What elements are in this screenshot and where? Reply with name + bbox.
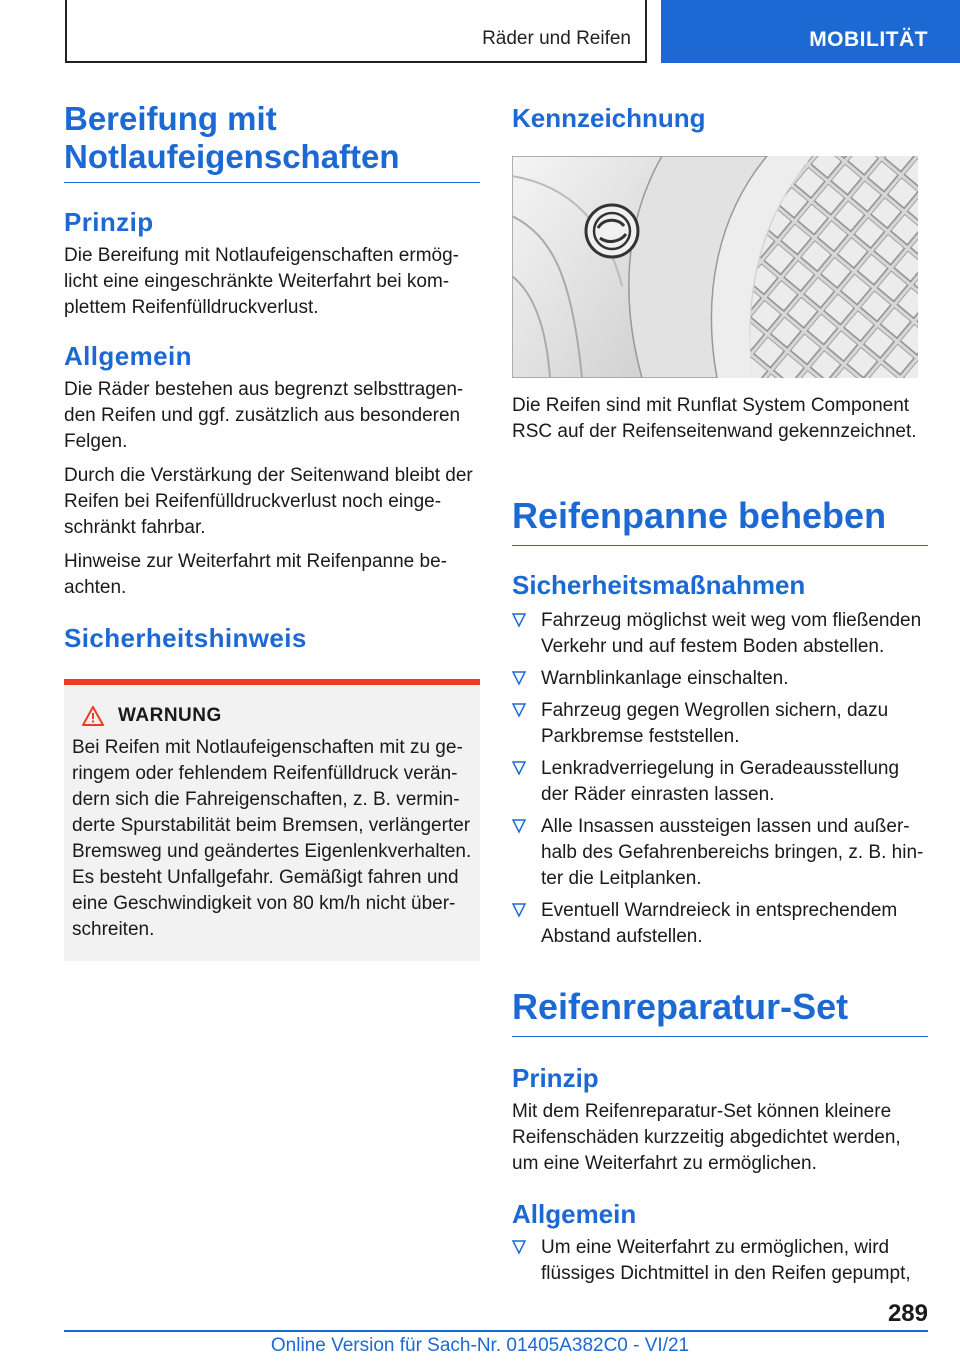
title-notlauf: Bereifung mit Notlaufeigenschaften: [64, 100, 480, 183]
triangle-bullet-icon: [512, 702, 526, 718]
warning-label: WARNUNG: [118, 705, 222, 726]
left-column: [64, 100, 480, 961]
heading-allgemein-set: Allgemein: [512, 1199, 637, 1229]
list-item: [512, 1235, 928, 1287]
list-item-text: Eventuell Warndreieck in entsprechendem Abstand aufstellen.: [541, 900, 898, 947]
header-section-title: Räder und Reifen: [482, 28, 631, 49]
footer-version-text: Online Version für Sach-Nr. 01405A382C0 - VI/21: [270, 1335, 690, 1356]
text-allgemein-2: Durch die Verstärkung der Seitenwand bleibt der Reifen bei Reifenfülldruckverlust noch eingeschränkt fahrbar.: [64, 465, 473, 538]
triangle-bullet-icon: [512, 818, 526, 834]
list-item: [512, 666, 928, 692]
list-item-text: Lenkradverriegelung in Geradeausstellung der Räder einrasten lassen.: [541, 758, 900, 805]
header-chapter-label: MOBILITÄT: [809, 28, 928, 51]
footer-divider: [64, 1330, 928, 1332]
text-allgemein-3: Hinweise zur Weiterfahrt mit Reifenpanne beachten.: [64, 551, 447, 598]
right-column: [512, 103, 928, 1293]
triangle-bullet-icon: [512, 1239, 526, 1255]
triangle-bullet-icon: [512, 902, 526, 918]
heading-sicherheitsmassnahmen: Sicherheitsmaßnahmen: [512, 570, 806, 600]
heading-prinzip-set: Prinzip: [512, 1063, 599, 1093]
list-item-text: Warnblinkanlage einschalten.: [541, 668, 789, 689]
heading-sicherheitshinweis: Sicherheitshinweis: [64, 623, 307, 653]
warning-triangle-icon: [82, 706, 104, 726]
title-reifenreparatur-set: Reifenreparatur-Set: [512, 986, 928, 1037]
title-reifenpanne: Reifenpanne beheben: [512, 495, 928, 546]
list-item-text: Alle Insassen aussteigen lassen und außerhalb des Gefahrenbereichs bringen, z. B. hinter die Leitplanken.: [541, 816, 924, 889]
page-number: 289: [887, 1300, 928, 1327]
text-prinzip: Die Bereifung mit Notlaufeigenschaften ermöglicht eine eingeschränkte Weiterfahrt bei komplettem Reifenfülldruckverlust.: [64, 245, 459, 318]
heading-prinzip: Prinzip: [64, 207, 154, 237]
list-item: [512, 698, 928, 750]
header-section-box: [65, 0, 647, 63]
triangle-bullet-icon: [512, 760, 526, 776]
heading-allgemein: Allgemein: [64, 341, 192, 371]
text-allgemein-1: Die Räder bestehen aus begrenzt selbsttragenden Reifen und ggf. zusätzlich aus besonderen Felgen.: [64, 379, 464, 452]
triangle-bullet-icon: [512, 670, 526, 686]
list-item-text: Fahrzeug gegen Wegrollen sichern, dazu Parkbremse feststellen.: [541, 700, 889, 747]
list-item: [512, 756, 928, 808]
warning-text: Bei Reifen mit Notlaufeigenschaften mit zu geringem oder fehlendem Reifenfülldruck verändern sich die Fahreigenschaften, z. B. verminderte Spurstabilität beim Bremsen, verlängerter Bremsweg und geändertes Eigenlenkverhalten. Es besteht Unfallgefahr. Gemäßigt fahren und eine Geschwindigkeit von 80 km/h nicht überschreiten.: [72, 737, 472, 940]
caption-kennzeichnung: Die Reifen sind mit Runflat System Component RSC auf der Reifenseitenwand gekennzeichnet.: [512, 395, 917, 442]
list-item-text: Fahrzeug möglichst weit weg vom fließenden Verkehr und auf festem Boden abstellen.: [541, 610, 922, 657]
list-allgemein-set: [512, 1235, 928, 1287]
list-item: [512, 608, 928, 660]
list-sicherheitsmassnahmen: [512, 608, 928, 950]
tire-rsc-marking-illustration: [512, 156, 918, 378]
list-item: [512, 898, 928, 950]
header-chapter-tab[interactable]: [661, 0, 960, 63]
warning-header: [82, 705, 472, 727]
list-item-text: Um eine Weiterfahrt zu ermöglichen, wird flüssiges Dichtmittel in den Reifen gepumpt,: [541, 1237, 911, 1284]
text-prinzip-set: Mit dem Reifenreparatur-Set können kleinere Reifenschäden kurzzeitig abgedichtet werden, um eine Weiterfahrt zu ermöglichen.: [512, 1101, 901, 1174]
list-item: [512, 814, 928, 892]
heading-kennzeichnung: Kennzeichnung: [512, 103, 706, 133]
triangle-bullet-icon: [512, 612, 526, 628]
warning-box: [64, 679, 480, 961]
